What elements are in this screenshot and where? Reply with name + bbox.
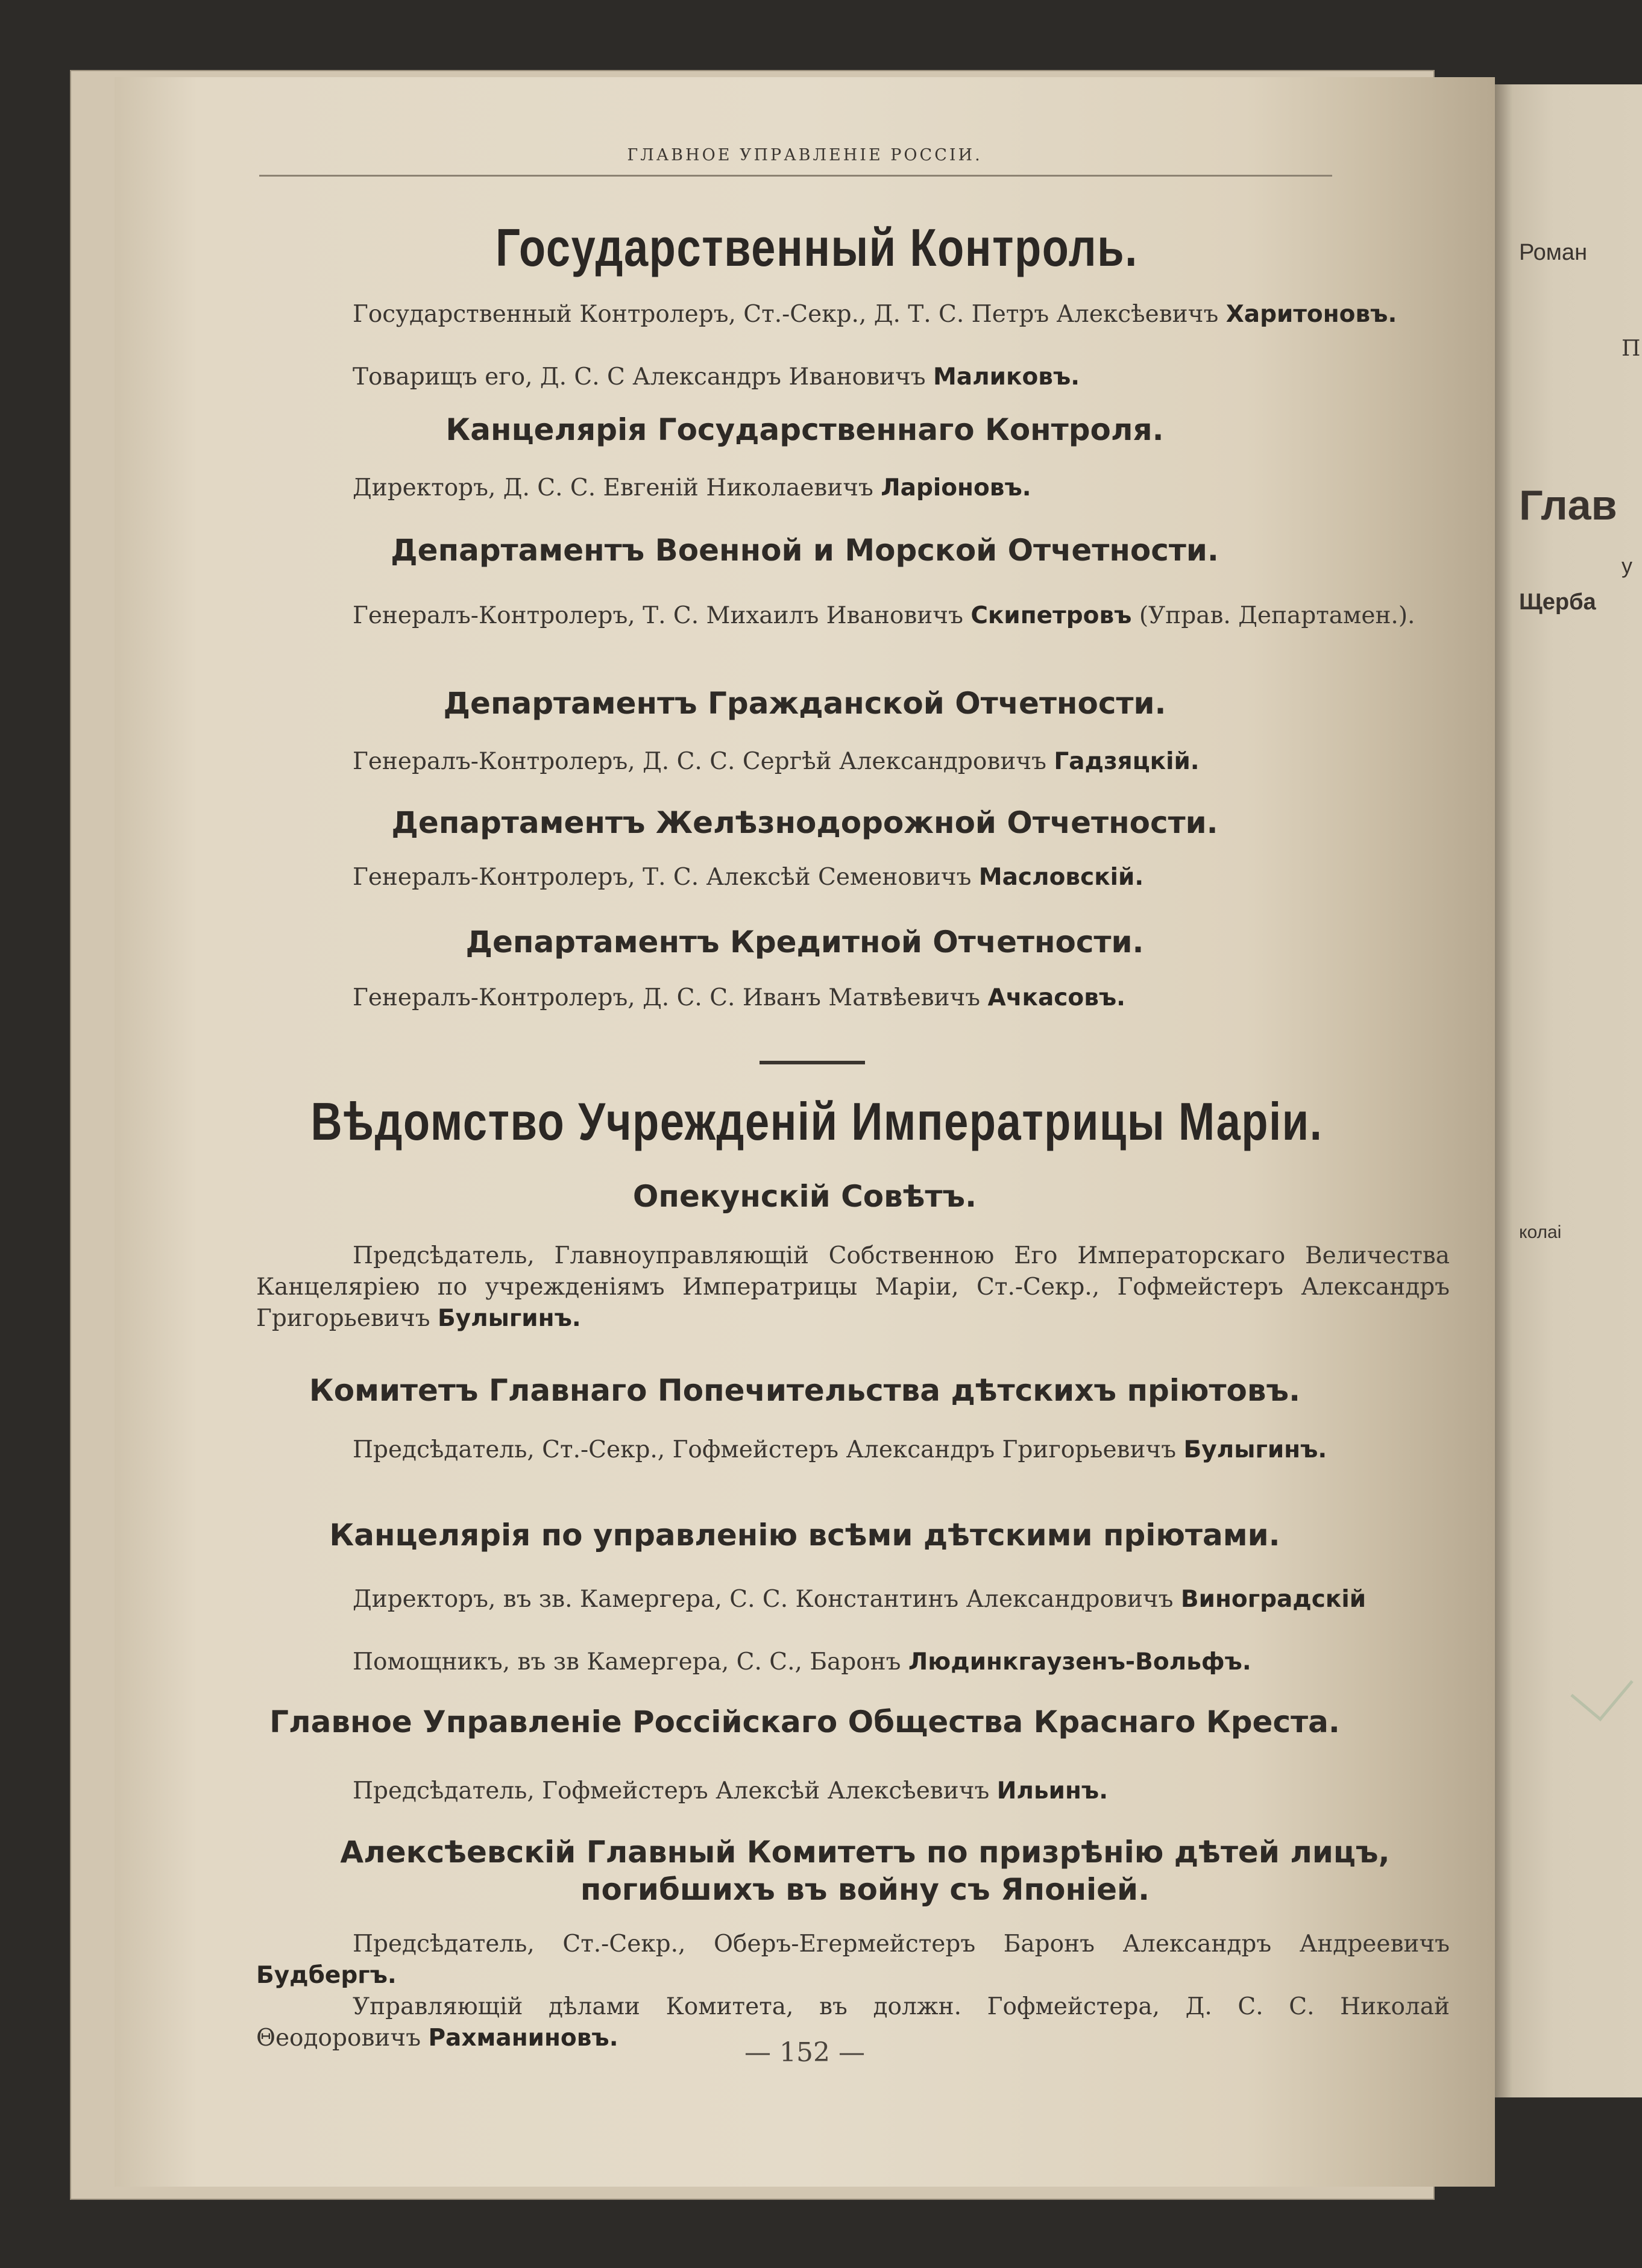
section-title-empress-maria: Вѣдомство Учрежденій Императрицы Маріи. bbox=[310, 1092, 1323, 1151]
subheading: Опекунскій Совѣтъ. bbox=[632, 1179, 977, 1214]
paragraph-text: Генералъ-Контролеръ, Т. С. Алексѣй Семеновичъ bbox=[353, 864, 972, 891]
subheading: Департаментъ Желѣзнодорожной Отчетности. bbox=[391, 805, 1218, 840]
page bbox=[115, 77, 1495, 2187]
paragraph-text: Помощникъ, въ зв Камергера, С. С., Баронъ bbox=[353, 1648, 901, 1676]
running-head: ГЛАВНОЕ УПРАВЛЕНІЕ РОССІИ. bbox=[627, 146, 983, 165]
official-name: Ларіоновъ. bbox=[881, 474, 1031, 501]
paragraph-text: Генералъ-Контролеръ, Д. С. С. Иванъ Матвѣевичъ bbox=[353, 984, 981, 1011]
paragraph-text: Генералъ-Контролеръ, Т. С. Михаилъ Ивановичъ bbox=[353, 602, 963, 629]
subheading: Департаментъ Кредитной Отчетности. bbox=[465, 925, 1144, 960]
paragraph bbox=[256, 299, 1450, 330]
official-name: Виноградскій bbox=[1180, 1586, 1367, 1613]
paragraph-text: Государственный Контролеръ, Ст.-Секр., Д. Т. С. Петръ Алексѣевичъ bbox=[353, 301, 1219, 328]
official-name: Масловскій. bbox=[978, 864, 1144, 891]
section-title-state-control: Государственный Контроль. bbox=[495, 218, 1138, 277]
paragraph-text: Предсѣдатель, Гофмейстеръ Алексѣй Алексѣевичъ bbox=[353, 1777, 990, 1805]
paragraph bbox=[256, 1647, 1450, 1678]
official-name: Гадзяцкій. bbox=[1054, 748, 1200, 775]
paragraph bbox=[256, 1776, 1450, 1807]
paragraph bbox=[256, 1240, 1450, 1334]
subheading: Канцелярія по управленію всѣми дѣтскими пріютами. bbox=[329, 1518, 1280, 1553]
subheading: Департаментъ Гражданской Отчетности. bbox=[443, 686, 1166, 721]
facing-fragment: у bbox=[1622, 553, 1632, 578]
subheading: Алексѣевскій Главный Комитетъ по призрѣнію дѣтей лицъ, погибшихъ въ войну съ Японіей. bbox=[340, 1835, 1390, 1907]
official-name: Булыгинъ. bbox=[437, 1305, 581, 1332]
paragraph-text: Генералъ-Контролеръ, Д. С. С. Сергѣй Александровичъ bbox=[353, 748, 1046, 775]
official-name: Ильинъ. bbox=[996, 1777, 1109, 1805]
paragraph-text: Предсѣдатель, Ст.-Секр., Гофмейстеръ Александръ Григорьевичъ bbox=[353, 1436, 1177, 1463]
paragraph-text: Управляющій дѣлами Комитета, въ должн. Гофмейстера, Д. С. С. Николай Θеодоровичъ bbox=[256, 1993, 1450, 2052]
official-name: Будбергъ. bbox=[256, 1962, 397, 1989]
page-number: — 152 — bbox=[744, 2037, 865, 2068]
paragraph bbox=[256, 746, 1450, 777]
paragraph bbox=[256, 1929, 1450, 1991]
paragraph-text: Директоръ, въ зв. Камергера, С. С. Константинъ Александровичъ bbox=[353, 1586, 1174, 1613]
subheading: Комитетъ Главнаго Попечительства дѣтскихъ пріютовъ. bbox=[309, 1373, 1301, 1408]
facing-fragment: Глав bbox=[1519, 482, 1617, 529]
official-name: Скипетровъ bbox=[970, 602, 1132, 629]
official-name: Маликовъ. bbox=[933, 363, 1080, 391]
paragraph-text: Предсѣдатель, Главноуправляющій Собственною Его Императорскаго Величества Канцеляріею по учрежденіямъ Императрицы Маріи, Ст.-Секр., Гофмейстеръ Александръ Григорьевичъ bbox=[256, 1242, 1450, 1332]
paragraph bbox=[256, 473, 1450, 504]
paragraph-text: Директоръ, Д. С. С. Евгеній Николаевичъ bbox=[353, 474, 873, 501]
official-name: Булыгинъ. bbox=[1183, 1436, 1327, 1463]
header-rule bbox=[259, 175, 1332, 177]
subheading: Департаментъ Военной и Морской Отчетности. bbox=[391, 533, 1219, 568]
facing-page bbox=[1495, 84, 1642, 2097]
paragraph bbox=[256, 1584, 1450, 1615]
subheading: Канцелярія Государственнаго Контроля. bbox=[445, 412, 1164, 447]
paragraph-text: Предсѣдатель, Ст.-Секр., Оберъ-Егермейстеръ Баронъ Александръ Андреевичъ bbox=[353, 1930, 1450, 1958]
paragraph-text: Товарищъ его, Д. С. С Александръ Ивановичъ bbox=[353, 363, 926, 391]
paragraph-text: (Управ. Департамен.). bbox=[1139, 602, 1415, 629]
subheading: Главное Управленіе Россійскаго Общества Краснаго Креста. bbox=[269, 1704, 1340, 1739]
official-name: Рахманиновъ. bbox=[428, 2025, 618, 2052]
facing-fragment: колаі bbox=[1519, 1222, 1562, 1242]
paragraph bbox=[256, 1434, 1450, 1466]
paragraph bbox=[256, 862, 1450, 893]
paragraph bbox=[256, 982, 1450, 1014]
facing-fragment: Щерба bbox=[1519, 589, 1596, 615]
official-name: Людинкгаузенъ-Вольфъ. bbox=[908, 1648, 1251, 1676]
paragraph bbox=[256, 362, 1450, 393]
section-divider bbox=[760, 1061, 865, 1064]
official-name: Харитоновъ. bbox=[1225, 301, 1397, 328]
facing-fragment: П bbox=[1622, 336, 1641, 361]
official-name: Ачкасовъ. bbox=[987, 984, 1125, 1011]
paragraph bbox=[256, 600, 1450, 632]
facing-fragment: Роман bbox=[1519, 240, 1588, 265]
